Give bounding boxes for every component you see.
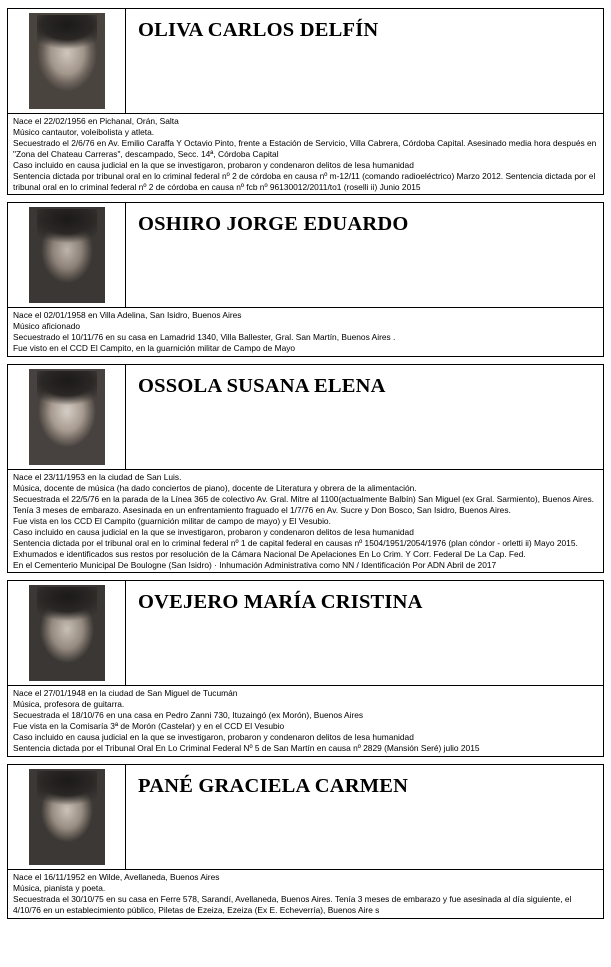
detail-line: Secuestrado el 10/11/76 en su casa en Lamadrid 1340, Villa Ballester, Gral. San Martín, Buenos Aires . bbox=[13, 332, 396, 343]
card-header bbox=[8, 365, 603, 469]
victim-name: OSSOLA SUSANA ELENA bbox=[138, 375, 386, 398]
victim-card bbox=[7, 764, 604, 919]
name-cell bbox=[126, 365, 603, 469]
detail-line: Fue vista en la Comisaría 3ª de Morón (Castelar) y en el CCD El Vesubio bbox=[13, 721, 285, 732]
portrait-photo bbox=[29, 13, 105, 109]
card-header bbox=[8, 9, 603, 113]
detail-line: Sentencia dictada por el tribunal oral en lo criminal federal nº 1 de capital federal en causas nº 1504/1951/2054/1976 (plan cóndor - orletti ii) Mayo 2015. Exhumados e identificados sus restos por resolución de la Cámara Nacional De Apelaciones En Lo Crim. Y Corr. Federal De La Cap. Fed. bbox=[13, 537, 578, 559]
name-cell bbox=[126, 581, 603, 685]
details-block bbox=[8, 307, 603, 356]
detail-line: Secuestrada el 30/10/75 en su casa en Ferre 578, Sarandí, Avellaneda, Buenos Aires. Tenía 3 meses de embarazo y fue asesinada al día siguiente, el 4/10/76 en un establecimiento público, Piletas de Ezeiza, Ezeiza (Ex E. Echeverría), Buenos Aire s bbox=[13, 893, 572, 915]
card-header bbox=[8, 203, 603, 307]
detail-line: Música, pianista y poeta. bbox=[13, 882, 106, 893]
detail-line: Secuestrada el 18/10/76 en una casa en Pedro Zanni 730, Ituzaingó (ex Morón), Buenos Aires bbox=[13, 710, 364, 721]
victim-card bbox=[7, 8, 604, 195]
details-block bbox=[8, 469, 603, 572]
detail-line: Caso incluido en causa judicial en la que se investigaron, probaron y condenaron delitos de lesa humanidad bbox=[13, 526, 414, 537]
detail-line: Música, docente de música (ha dado conciertos de piano), docente de Literatura y obrera de la alimentación. bbox=[13, 483, 417, 494]
detail-line: Músico cantautor, voleibolista y atleta. bbox=[13, 126, 155, 137]
portrait-photo bbox=[29, 585, 105, 681]
photo-cell bbox=[8, 9, 126, 113]
detail-line: Nace el 22/02/1956 en Pichanal, Orán, Salta bbox=[13, 116, 179, 126]
victim-name: OLIVA CARLOS DELFÍN bbox=[138, 19, 379, 41]
detail-line: Caso incluido en causa judicial en la que se investigaron, probaron y condenaron delitos de lesa humanidad bbox=[13, 732, 414, 743]
card-header bbox=[8, 765, 603, 869]
detail-line: Secuestrada el 22/5/76 en la parada de la Línea 365 de colectivo Av. Gral. Mitre al 1100(actualmente Balbín) San Miguel (ex Gral. Sarmiento), Buenos Aires. Tenía 3 meses de embarazo. Asesinada en un enfrentamiento fraguado el 1/7/76 en Av. Sucre y Don Bosco, San Isidro, Buenos Aires. bbox=[13, 493, 594, 515]
victim-name: OSHIRO JORGE EDUARDO bbox=[138, 213, 409, 236]
portrait-photo bbox=[29, 369, 105, 465]
victim-card bbox=[7, 364, 604, 573]
photo-cell bbox=[8, 203, 126, 307]
detail-line: Fue vista en los CCD El Campito (guarnición militar de campo de mayo) y El Vesubio. bbox=[13, 515, 331, 526]
detail-line: Nace el 27/01/1948 en la ciudad de San Miguel de Tucumán bbox=[13, 688, 238, 699]
detail-line: Fue visto en el CCD El Campito, en la guarnición militar de Campo de Mayo bbox=[13, 343, 296, 354]
detail-line: Caso incluido en causa judicial en la que se investigaron, probaron y condenaron delitos de lesa humanidad bbox=[13, 159, 414, 170]
portrait-photo bbox=[29, 769, 105, 865]
photo-cell bbox=[8, 581, 126, 685]
portrait-photo bbox=[29, 207, 105, 303]
name-cell bbox=[126, 765, 603, 869]
detail-line: Sentencia dictada por tribunal oral en lo criminal federal nº 2 de córdoba en causa nº m-12/11 (comando radioeléctrico) Marzo 2012. Sentencia dictada por el tribunal oral en lo criminal federal nº 2 de córdoba en causa nº fcb nº 96130012/2011/to1 (roselli ii) Junio 2015 bbox=[13, 170, 596, 192]
detail-line: En el Cementerio Municipal De Boulogne (San Isidro) · Inhumación Administrativa como NN / Identificación Por ADN Abril de 2017 bbox=[13, 559, 497, 570]
details-block bbox=[8, 113, 603, 194]
photo-cell bbox=[8, 365, 126, 469]
detail-line: Música, profesora de guitarra. bbox=[13, 699, 125, 710]
card-header bbox=[8, 581, 603, 685]
victim-name: OVEJERO MARÍA CRISTINA bbox=[138, 591, 423, 614]
photo-cell bbox=[8, 765, 126, 869]
name-cell bbox=[126, 203, 603, 307]
details-block bbox=[8, 685, 603, 756]
victim-name: PANÉ GRACIELA CARMEN bbox=[138, 774, 409, 797]
detail-line: Nace el 02/01/1958 en Villa Adelina, San Isidro, Buenos Aires bbox=[13, 310, 242, 321]
details-block bbox=[8, 869, 603, 918]
victim-card bbox=[7, 202, 604, 357]
detail-line: Músico aficionado bbox=[13, 321, 81, 332]
detail-line: Sentencia dictada por el Tribunal Oral En Lo Criminal Federal Nº 5 de San Martín en causa nº 2829 (Mansión Seré) julio 2015 bbox=[13, 743, 480, 754]
victim-card bbox=[7, 580, 604, 757]
detail-line: Nace el 16/11/1952 en Wilde, Avellaneda, Buenos Aires bbox=[13, 871, 220, 882]
detail-line: Nace el 23/11/1953 en la ciudad de San Luis. bbox=[13, 472, 182, 483]
name-cell bbox=[126, 9, 603, 113]
detail-line: Secuestrado el 2/6/76 en Av. Emilio Caraffa Y Octavio Pinto, frente a Estación de Servicio, Villa Cabrera, Córdoba Capital. Asesinado media hora después en "Zona del Chateau Carreras", descampado, Secc. 14ª, Córdoba Capital bbox=[13, 137, 597, 159]
